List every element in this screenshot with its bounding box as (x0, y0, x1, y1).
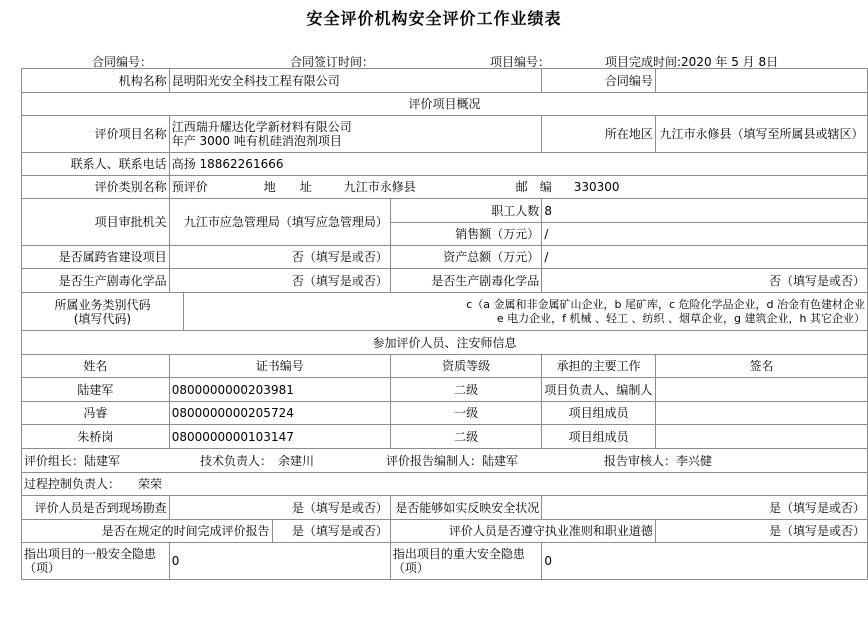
label-sales: 销售额（万元） (390, 223, 541, 246)
role-tech (200, 454, 386, 468)
label-postcode: 邮 编 (515, 180, 552, 194)
value-project-name-line2: 年产 3000 吨有机硅消泡剂项目 (171, 134, 342, 148)
meta-contract-no: 合同编号： (92, 55, 153, 69)
value-assets: / (542, 246, 868, 269)
role-leader-label: 评价组长： (24, 453, 85, 468)
label-general-hazard (22, 543, 170, 580)
label-general-hazard-line2: （项） (24, 561, 61, 575)
header-sign: 签名 (655, 355, 867, 378)
table-row (22, 378, 868, 402)
role-writer-value: 陆建军 (482, 453, 519, 468)
value-type-row (169, 176, 867, 199)
label-approval: 项目审批机关 (22, 199, 170, 246)
value-contract-no (655, 69, 867, 93)
staff-duty: 项目组成员 (542, 425, 656, 449)
meta-project-no: 项目编号： (490, 55, 551, 69)
label-type-name: 评价类别名称 (22, 176, 170, 199)
role-leader-value: 陆建军 (84, 453, 121, 468)
section-staff: 参加评价人员、注安师信息 (22, 331, 868, 355)
label-cross-province: 是否属跨省建设项目 (22, 246, 170, 269)
value-region: 九江市永修县（填写至所属县或辖区） (655, 116, 867, 153)
value-toxic-1: 否（填写是或否） (169, 269, 390, 293)
value-postcode: 330300 (573, 180, 620, 194)
role-leader (24, 454, 200, 468)
label-major-hazard-line2: （项） (392, 561, 429, 575)
value-project-name (169, 116, 542, 153)
staff-cert: 0800000000203981 (169, 378, 390, 402)
staff-duty: 项目负责人、编制人 (542, 378, 656, 402)
row-org (22, 69, 868, 93)
process-line (22, 473, 868, 496)
label-reflect: 是否能够如实反映安全状况 (390, 496, 541, 520)
label-industry-code (22, 293, 184, 331)
staff-cert: 0800000000205724 (169, 402, 390, 425)
value-ethics: 是（填写是或否） (655, 520, 867, 543)
label-ontime: 是否在规定的时间完成评价报告 (22, 520, 273, 543)
row-onsite (22, 496, 868, 520)
meta-finish-date: 项目完成时间:2020 年 5 月 8日 (605, 55, 779, 69)
label-org-name: 机构名称 (22, 69, 170, 93)
label-assets: 资产总额（万元） (390, 246, 541, 269)
table-row (22, 425, 868, 449)
role-reviewer-value: 李兴健 (676, 453, 713, 468)
label-onsite: 评价人员是否到现场勘查 (22, 496, 170, 520)
value-address: 九江市永修县 (343, 180, 416, 194)
row-toxic (22, 269, 868, 293)
label-address: 地 址 (263, 180, 312, 194)
row-staff-section (22, 331, 868, 355)
staff-duty: 项目组成员 (542, 402, 656, 425)
value-cross-province: 否（填写是或否） (169, 246, 390, 269)
row-contact (22, 153, 868, 176)
staff-level: 二级 (390, 425, 541, 449)
role-writer-label: 评价报告编制人： (386, 453, 483, 468)
row-approval (22, 199, 868, 223)
header-name: 姓名 (22, 355, 170, 378)
label-ethics: 评价人员是否遵守执业准则和职业道德 (390, 520, 655, 543)
value-employees: 8 (542, 199, 868, 223)
meta-sign-date: 合同签订时间： (290, 55, 375, 69)
label-contact: 联系人、联系电话 (22, 153, 170, 176)
staff-sign (655, 378, 867, 402)
role-reviewer (604, 454, 712, 468)
page-title: 安全评价机构安全评价工作业绩表 (306, 9, 562, 28)
row-process (22, 473, 868, 496)
staff-name: 冯睿 (22, 402, 170, 425)
label-major-hazard (390, 543, 541, 580)
row-type (22, 176, 868, 199)
label-region: 所在地区 (542, 116, 656, 153)
value-general-hazard: 0 (169, 543, 390, 580)
row-hazards (22, 543, 868, 580)
value-ontime: 是（填写是或否） (272, 520, 390, 543)
value-industry-code-line2: e 电力企业，f 机械 、轻工 、纺织 、烟草企业，g 建筑企业，h 其它企业） (496, 311, 865, 325)
label-contract-no: 合同编号 (542, 69, 656, 93)
label-industry-code-line1: 所属业务类别代码 (54, 297, 151, 312)
row-project-name (22, 116, 868, 153)
value-onsite: 是（填写是或否） (169, 496, 390, 520)
header-cert: 证书编号 (169, 355, 390, 378)
value-industry-code (183, 293, 867, 331)
role-tech-label: 技术负责人： (200, 453, 273, 468)
roles-line (22, 449, 868, 473)
value-industry-code-line1: c（a 金属和非金属矿山企业，b 尾矿库，c 危险化学品企业，d 冶金有色建材企业 (466, 297, 865, 311)
label-general-hazard-line1: 指出项目的一般安全隐患 (24, 547, 157, 561)
value-sales: / (542, 223, 868, 246)
header-level: 资质等级 (390, 355, 541, 378)
value-project-name-line1: 江西瑞升耀达化学新材料有限公司 (171, 120, 352, 134)
role-tech-value: 余建川 (278, 453, 315, 468)
row-ontime (22, 520, 868, 543)
staff-sign (655, 402, 867, 425)
value-reflect: 是（填写是或否） (542, 496, 868, 520)
role-process-label: 过程控制负责人： (24, 477, 121, 491)
value-contact: 高扬 18862261666 (169, 153, 867, 176)
label-toxic-1: 是否生产剧毒化学品 (22, 269, 170, 293)
staff-name: 陆建军 (22, 378, 170, 402)
value-toxic-2: 否（填写是或否） (542, 269, 868, 293)
label-industry-code-line2: (填写代码) (73, 311, 132, 326)
label-employees: 职工人数 (390, 199, 541, 223)
row-industry (22, 293, 868, 331)
role-process-value: 荣荣 (138, 477, 163, 491)
row-overview (22, 93, 868, 116)
staff-level: 一级 (390, 402, 541, 425)
row-staff-header (22, 355, 868, 378)
label-project-name: 评价项目名称 (22, 116, 170, 153)
value-major-hazard: 0 (542, 543, 868, 580)
table-row (22, 402, 868, 425)
staff-cert: 0800000000103147 (169, 425, 390, 449)
header-duty: 承担的主要工作 (542, 355, 656, 378)
value-approval: 九江市应急管理局（填写应急管理局） (169, 199, 390, 246)
performance-table (21, 68, 868, 580)
value-type-name: 预评价 (171, 180, 208, 194)
role-reviewer-label: 报告审核人： (604, 453, 677, 468)
staff-level: 二级 (390, 378, 541, 402)
section-overview: 评价项目概况 (22, 93, 868, 116)
value-org-name: 昆明阳光安全科技工程有限公司 (169, 69, 542, 93)
row-cross (22, 246, 868, 269)
staff-name: 朱桥岗 (22, 425, 170, 449)
label-major-hazard-line1: 指出项目的重大安全隐患 (392, 547, 525, 561)
staff-sign (655, 425, 867, 449)
label-toxic-2: 是否生产剧毒化学品 (390, 269, 541, 293)
row-roles (22, 449, 868, 473)
role-writer (386, 454, 604, 468)
